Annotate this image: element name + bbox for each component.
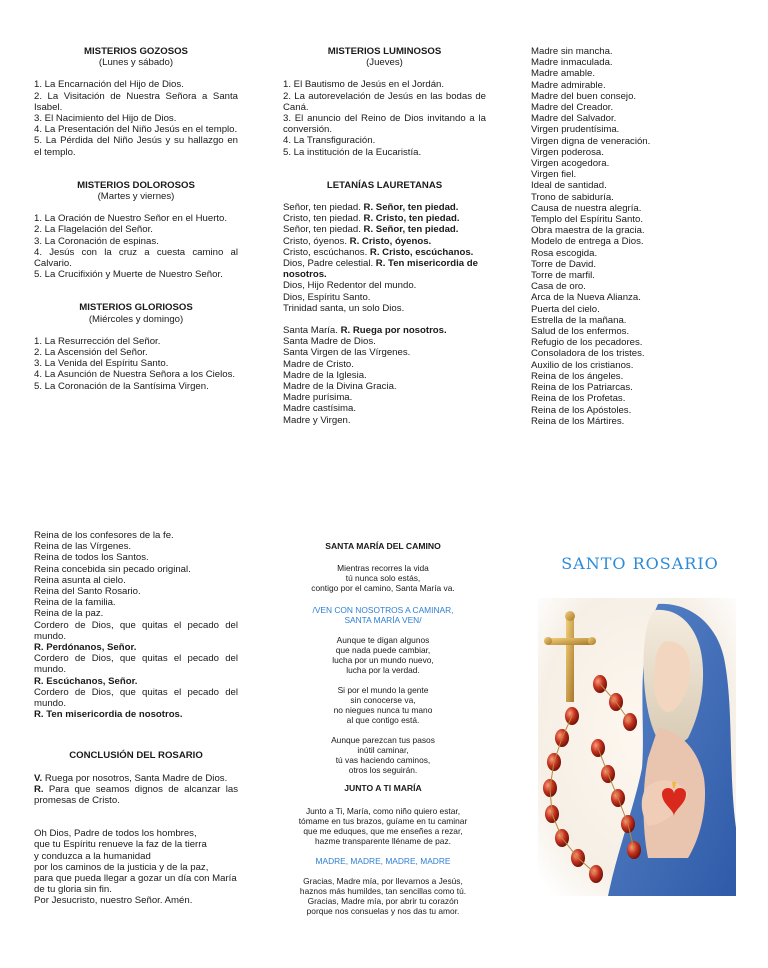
agnus-response: R. Escúchanos, Señor. <box>34 675 138 687</box>
luminosos-item: 3. El anuncio del Reino de Dios invitando a la conversión. <box>283 113 486 136</box>
camino-chorus: SANTA MARÍA VEN/ <box>344 615 422 626</box>
litany-invocation: Virgen digna de veneración. <box>531 135 651 147</box>
gloriosos-item: 5. La Coronación de la Santísima Virgen. <box>34 380 209 392</box>
prayer-line: Oh Dios, Padre de todos los hombres, <box>34 828 197 840</box>
camino-chorus: /VEN CON NOSOTROS A CAMINAR, <box>312 605 454 616</box>
letanias-line: Cristo, óyenos. R. Cristo, óyenos. <box>283 235 432 247</box>
litany-invocation: Madre del Creador. <box>531 102 614 114</box>
luminosos-days: (Jueves) <box>366 57 403 69</box>
junto-title: JUNTO A TI MARÍA <box>344 783 422 794</box>
gloriosos-item: 4. La Asunción de Nuestra Señora a los Cielos. <box>34 369 236 381</box>
conclusion-r: R. Para que seamos dignos de alcanzar las promesas de Cristo. <box>34 783 238 807</box>
litany-invocation: Reina de la familia. <box>34 597 116 609</box>
prayer-line: y conduzca a la humanidad <box>34 850 151 862</box>
song-line: contigo por el camino, Santa María va. <box>311 583 455 594</box>
letanias-line: Madre de la Iglesia. <box>283 369 367 381</box>
song-line: porque nos consuelas y nos das tu amor. <box>306 906 460 917</box>
litany-invocation: Virgen prudentísima. <box>531 124 620 136</box>
prayer-line: por los caminos de la justicia y de la paz, <box>34 861 209 873</box>
litany-invocation: Reina concebida sin pecado original. <box>34 563 191 575</box>
song-line: que me eduques, que me enseñes a rezar, <box>303 826 463 837</box>
litany-invocation: Consoladora de los tristes. <box>531 348 645 360</box>
litany-invocation: Reina del Santo Rosario. <box>34 586 141 598</box>
litany-invocation: Reina de los Mártires. <box>531 415 625 427</box>
letanias-line: Madre de la Divina Gracia. <box>283 381 397 393</box>
litany-invocation: Madre amable. <box>531 68 595 80</box>
litany-invocation: Madre del Salvador. <box>531 113 617 125</box>
letanias-line: Dios, Padre celestial. R. Ten misericordia de nosotros. <box>283 258 478 281</box>
song-line: Mientras recorres la vida <box>337 563 429 574</box>
cover-title: SANTO ROSARIO <box>561 554 719 573</box>
litany-invocation: Refugio de los pecadores. <box>531 337 643 349</box>
song-line: Gracias, Madre mía, por abrir tu corazón <box>307 896 459 907</box>
letanias-line: Madre y Virgen. <box>283 414 351 426</box>
dolorosos-item: 1. La Oración de Nuestro Señor en el Huerto. <box>34 213 228 225</box>
prayer-line: para que pueda llegar a gozar un día con María de tu gloria sin fin. <box>34 873 237 896</box>
litany-invocation: Modelo de entrega a Dios. <box>531 236 644 248</box>
luminosos-item: 5. La institución de la Eucaristía. <box>283 146 422 158</box>
gloriosos-item: 3. La Venida del Espíritu Santo. <box>34 358 169 370</box>
col-letanias-cont <box>531 46 741 427</box>
song-line: Aunque parezcan tus pasos <box>331 735 435 746</box>
song-line: Junto a Ti, María, como niño quiero estar, <box>305 806 461 817</box>
dolorosos-title: MISTERIOS DOLOROSOS <box>77 179 195 191</box>
litany-invocation: Reina de los Apóstoles. <box>531 404 632 416</box>
gozosos-item: 5. La Pérdida del Niño Jesús y su hallazgo en el templo. <box>34 135 238 158</box>
gloriosos-title: MISTERIOS GLORIOSOS <box>79 302 193 314</box>
song-line: Si por el mundo la gente <box>337 685 429 696</box>
song-line: haznos más humildes, tan sencillas como tú. <box>299 886 467 897</box>
litany-invocation: Obra maestra de la gracia. <box>531 225 645 237</box>
litany-invocation: Rosa escogida. <box>531 247 598 259</box>
litany-invocation: Arca de la Nueva Alianza. <box>531 292 641 304</box>
litany-invocation: Reina asunta al cielo. <box>34 574 126 586</box>
song-line: no niegues nunca tu mano <box>333 705 433 716</box>
litany-invocation: Reina de los ángeles. <box>531 370 624 382</box>
litany-invocation: Auxilio de los cristianos. <box>531 359 634 371</box>
song-line: inútil caminar, <box>357 745 409 756</box>
song-line: lucha por un mundo nuevo, <box>332 655 434 666</box>
col-letanias-end <box>34 530 238 907</box>
litany-invocation: Reina de las Vírgenes. <box>34 541 132 553</box>
gloriosos-item: 1. La Resurrección del Señor. <box>34 335 161 347</box>
junto-chorus: MADRE, MADRE, MADRE, MADRE <box>315 856 451 867</box>
litany-invocation: Ideal de santidad. <box>531 180 607 192</box>
col-luminosos-letanias <box>283 46 486 426</box>
song-line: tú nunca solo estás, <box>345 573 421 584</box>
prayer-line: Por Jesucristo, nuestro Señor. Amén. <box>34 895 193 907</box>
gloriosos-days: (Miércoles y domingo) <box>88 313 184 325</box>
letanias-title: LETANÍAS LAURETANAS <box>326 179 443 191</box>
song-line: hazme transparente lléname de paz. <box>315 836 451 847</box>
prayer-line: que tu Espíritu renueve la faz de la tierra <box>34 839 207 851</box>
col-mysteries <box>34 46 238 392</box>
song-line: tú vas haciendo caminos, <box>335 755 431 766</box>
litany-invocation: Virgen fiel. <box>531 169 577 181</box>
song-line: sin conocerse va, <box>350 695 416 706</box>
song-line: que nada puede cambiar, <box>335 645 431 656</box>
letanias-line: Dios, Espíritu Santo. <box>283 291 371 303</box>
agnus-response: R. Ten misericordia de nosotros. <box>34 709 183 721</box>
litany-invocation: Torre de David. <box>531 258 597 270</box>
virgin-rosary-image <box>538 598 736 896</box>
luminosos-item: 2. La autorevelación de Jesús en las bodas de Caná. <box>283 90 486 113</box>
litany-invocation: Madre sin mancha. <box>531 46 613 57</box>
gozosos-days: (Lunes y sábado) <box>98 57 174 69</box>
luminosos-item: 4. La Transfiguración. <box>283 135 376 147</box>
litany-invocation: Causa de nuestra alegría. <box>531 202 642 214</box>
litany-invocation: Reina de los Profetas. <box>531 393 626 405</box>
litany-invocation: Puerta del cielo. <box>531 303 600 315</box>
letanias-line: Santa Virgen de las Vírgenes. <box>283 347 411 359</box>
song-line: al que contigo está. <box>346 715 420 726</box>
song-line: tómame en tus brazos, guíame en tu caminar <box>298 816 468 827</box>
dolorosos-item: 4. Jesús con la cruz a cuesta camino al Calvario. <box>34 246 238 270</box>
letanias-line: Madre purísima. <box>283 392 353 404</box>
song-line: otros los seguirán. <box>348 765 418 776</box>
litany-invocation: Reina de todos los Santos. <box>34 552 149 564</box>
litany-invocation: Reina de los confesores de la fe. <box>34 530 174 541</box>
gozosos-item: 4. La Presentación del Niño Jesús en el templo. <box>34 124 238 136</box>
litany-invocation: Virgen acogedora. <box>531 158 610 170</box>
dolorosos-item: 2. La Flagelación del Señor. <box>34 224 153 236</box>
agnus-response: R. Perdónanos, Señor. <box>34 642 137 654</box>
litany-invocation: Reina de la paz. <box>34 608 104 620</box>
letanias-line: Madre castísima. <box>283 403 357 415</box>
gozosos-title: MISTERIOS GOZOSOS <box>84 46 188 57</box>
letanias-line: Santa Madre de Dios. <box>283 336 376 348</box>
agnus-line: Cordero de Dios, que quitas el pecado del mundo. <box>34 686 238 710</box>
letanias-line: Cristo, escúchanos. R. Cristo, escúchanos. <box>283 246 474 258</box>
letanias-line: Dios, Hijo Redentor del mundo. <box>283 280 417 292</box>
dolorosos-item: 5. La Crucifixión y Muerte de Nuestro Señor. <box>34 269 223 281</box>
litany-invocation: Templo del Espíritu Santo. <box>531 214 643 226</box>
litany-invocation: Reina de los Patriarcas. <box>531 382 633 394</box>
litany-invocation: Trono de sabiduría. <box>531 191 614 203</box>
litany-invocation: Casa de oro. <box>531 281 586 293</box>
conclusion-title: CONCLUSIÓN DEL ROSARIO <box>69 750 203 762</box>
luminosos-item: 1. El Bautismo de Jesús en el Jordán. <box>283 79 445 91</box>
gozosos-item: 3. El Nacimiento del Hijo de Dios. <box>34 113 177 125</box>
song-line: Gracias, Madre mía, por llevarnos a Jesús, <box>303 876 463 887</box>
gloriosos-item: 2. La Ascensión del Señor. <box>34 347 148 359</box>
gozosos-item: 1. La Encarnación del Hijo de Dios. <box>34 79 184 91</box>
dolorosos-days: (Martes y viernes) <box>97 191 175 203</box>
litany-invocation: Madre inmaculada. <box>531 57 613 69</box>
col-songs <box>283 541 483 916</box>
gozosos-item: 2. La Visitación de Nuestra Señora a Santa Isabel. <box>34 90 238 113</box>
litany-invocation: Virgen poderosa. <box>531 146 604 158</box>
letanias-line: Madre de Cristo. <box>283 358 354 370</box>
agnus-line: Cordero de Dios, que quitas el pecado del mundo. <box>34 619 238 642</box>
litany-invocation: Madre del buen consejo. <box>531 90 637 102</box>
letanias-line: Señor, ten piedad. R. Señor, ten piedad. <box>283 202 459 214</box>
letanias-line: Cristo, ten piedad. R. Cristo, ten piedad. <box>283 213 460 225</box>
song-line: lucha por la verdad. <box>346 665 420 676</box>
dolorosos-item: 3. La Coronación de espinas. <box>34 235 159 247</box>
song-line: Aunque te digan algunos <box>336 635 430 646</box>
litany-invocation: Torre de marfil. <box>531 270 595 282</box>
litany-invocation: Madre admirable. <box>531 79 606 91</box>
luminosos-title: MISTERIOS LUMINOSOS <box>327 46 442 57</box>
agnus-line: Cordero de Dios, que quitas el pecado del mundo. <box>34 653 238 676</box>
litany-invocation: Estrella de la mañana. <box>531 314 627 326</box>
conclusion-v: V. Ruega por nosotros, Santa Madre de Dios. <box>34 772 228 784</box>
letanias-line: Trinidad santa, un solo Dios. <box>283 302 405 314</box>
litany-invocation: Salud de los enfermos. <box>531 326 630 338</box>
letanias-line: Señor, ten piedad. R. Señor, ten piedad. <box>283 224 459 236</box>
camino-title: SANTA MARÍA DEL CAMINO <box>325 541 441 551</box>
letanias-line: Santa María. R. Ruega por nosotros. <box>283 325 447 337</box>
